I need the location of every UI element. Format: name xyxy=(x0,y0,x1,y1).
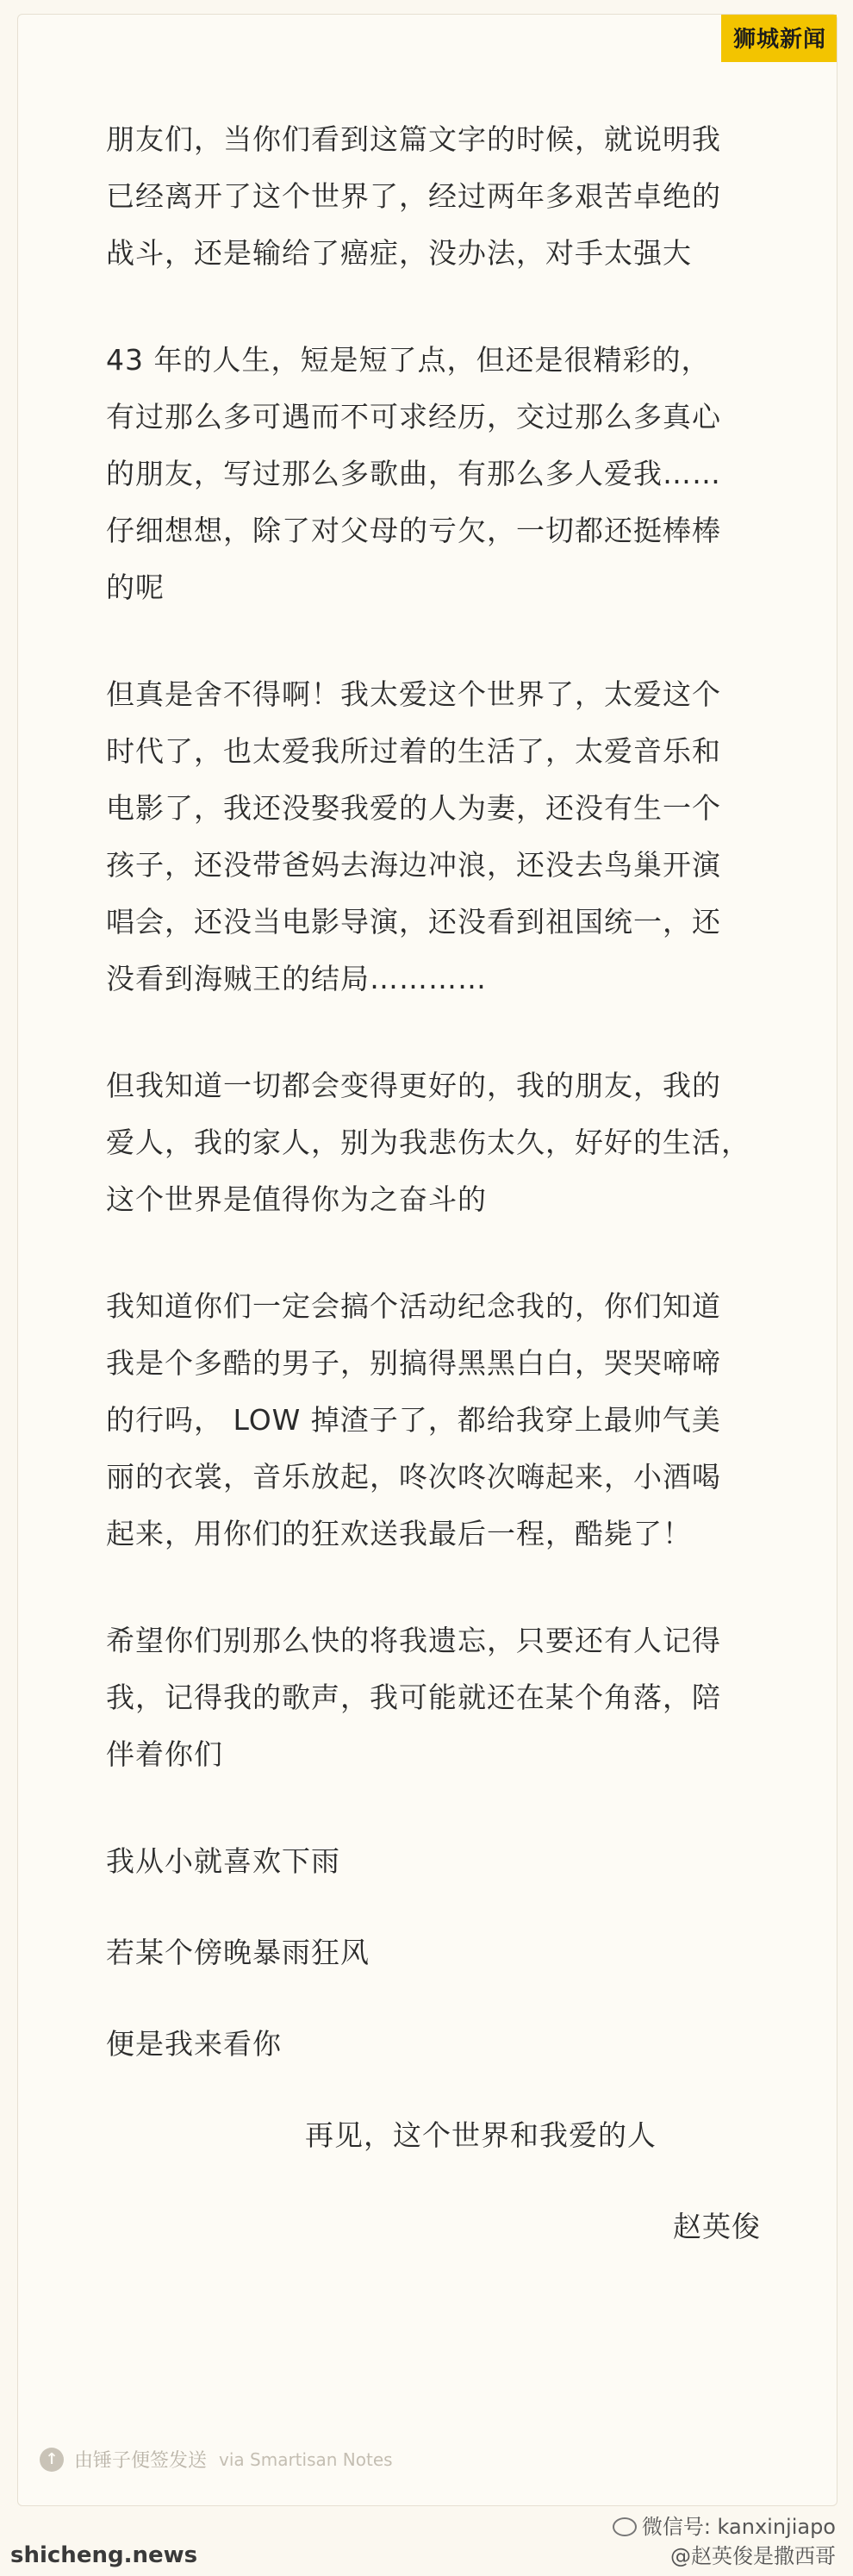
wechat-id-text: 微信号: kanxinjiapo xyxy=(641,2515,836,2539)
weibo-handle: @赵英俊是撒西哥 xyxy=(670,2544,836,2568)
wechat-id xyxy=(613,2512,836,2542)
letter-body xyxy=(106,111,787,2255)
via-app-label: via Smartisan Notes xyxy=(219,2448,393,2470)
short-line-3: 便是我来看你 xyxy=(106,2027,282,2061)
sent-via-note xyxy=(40,2446,393,2473)
arrow-up-icon: ↑ xyxy=(40,2448,64,2472)
wechat-icon xyxy=(613,2517,637,2536)
sent-via-label: 由锤子便签发送 xyxy=(74,2450,208,2472)
paragraph-3: 但真是舍不得啊！我太爱这个世界了，太爱这个 时代了，也太爱我所过着的生活了，太爱音乐和 电影了，我还没娶我爱的人为妻，还没有生一个 孩子，还没带爸妈去海边冲浪，还没去鸟巢开演 唱会，还没当电影导演，还没看到祖国统一，还 没看到海贼王的结局………… xyxy=(106,677,721,995)
short-line-1: 我从小就喜欢下雨 xyxy=(106,1844,340,1878)
short-line-2: 若某个傍晚暴雨狂风 xyxy=(106,1936,370,1969)
closing-line: 再见，这个世界和我爱的人 xyxy=(305,2118,657,2152)
paragraph-4: 但我知道一切都会变得更好的，我的朋友，我的 爱人，我的家人，别为我悲伤太久，好好的生活， 这个世界是值得你为之奋斗的 xyxy=(106,1069,750,1216)
paragraph-2: 43 年的人生，短是短了点，但还是很精彩的， 有过那么多可遇而不可求经历，交过那么多真心 的朋友，写过那么多歌曲，有那么多人爱我…… 仔细想想，除了对父母的亏欠，一切都还挺棒棒 的呢 xyxy=(106,343,721,604)
paragraph-1: 朋友们，当你们看到这篇文字的时候，就说明我 已经离开了这个世界了，经过两年多艰苦卓绝的 战斗，还是输给了癌症，没办法，对手太强大 xyxy=(106,122,721,270)
paragraph-6: 希望你们别那么快的将我遗忘，只要还有人记得 我，记得我的歌声，我可能就还在某个角落，陪 伴着你们 xyxy=(106,1624,721,1771)
note-card xyxy=(17,14,837,2506)
signature: 赵英俊 xyxy=(673,2210,761,2243)
site-badge[interactable]: 狮城新闻 xyxy=(721,15,837,62)
watermark-site: shicheng.news xyxy=(10,2542,198,2568)
watermark-accounts xyxy=(613,2512,836,2571)
paragraph-5: 我知道你们一定会搞个活动纪念我的，你们知道 我是个多酷的男子，别搞得黑黑白白，哭哭啼啼 的行吗， LOW 掉渣子了，都给我穿上最帅气美 丽的衣裳，音乐放起，咚次咚次嗨起来，小酒喝 起来，用你们的狂欢送我最后一程，酷毙了！ xyxy=(106,1289,721,1550)
